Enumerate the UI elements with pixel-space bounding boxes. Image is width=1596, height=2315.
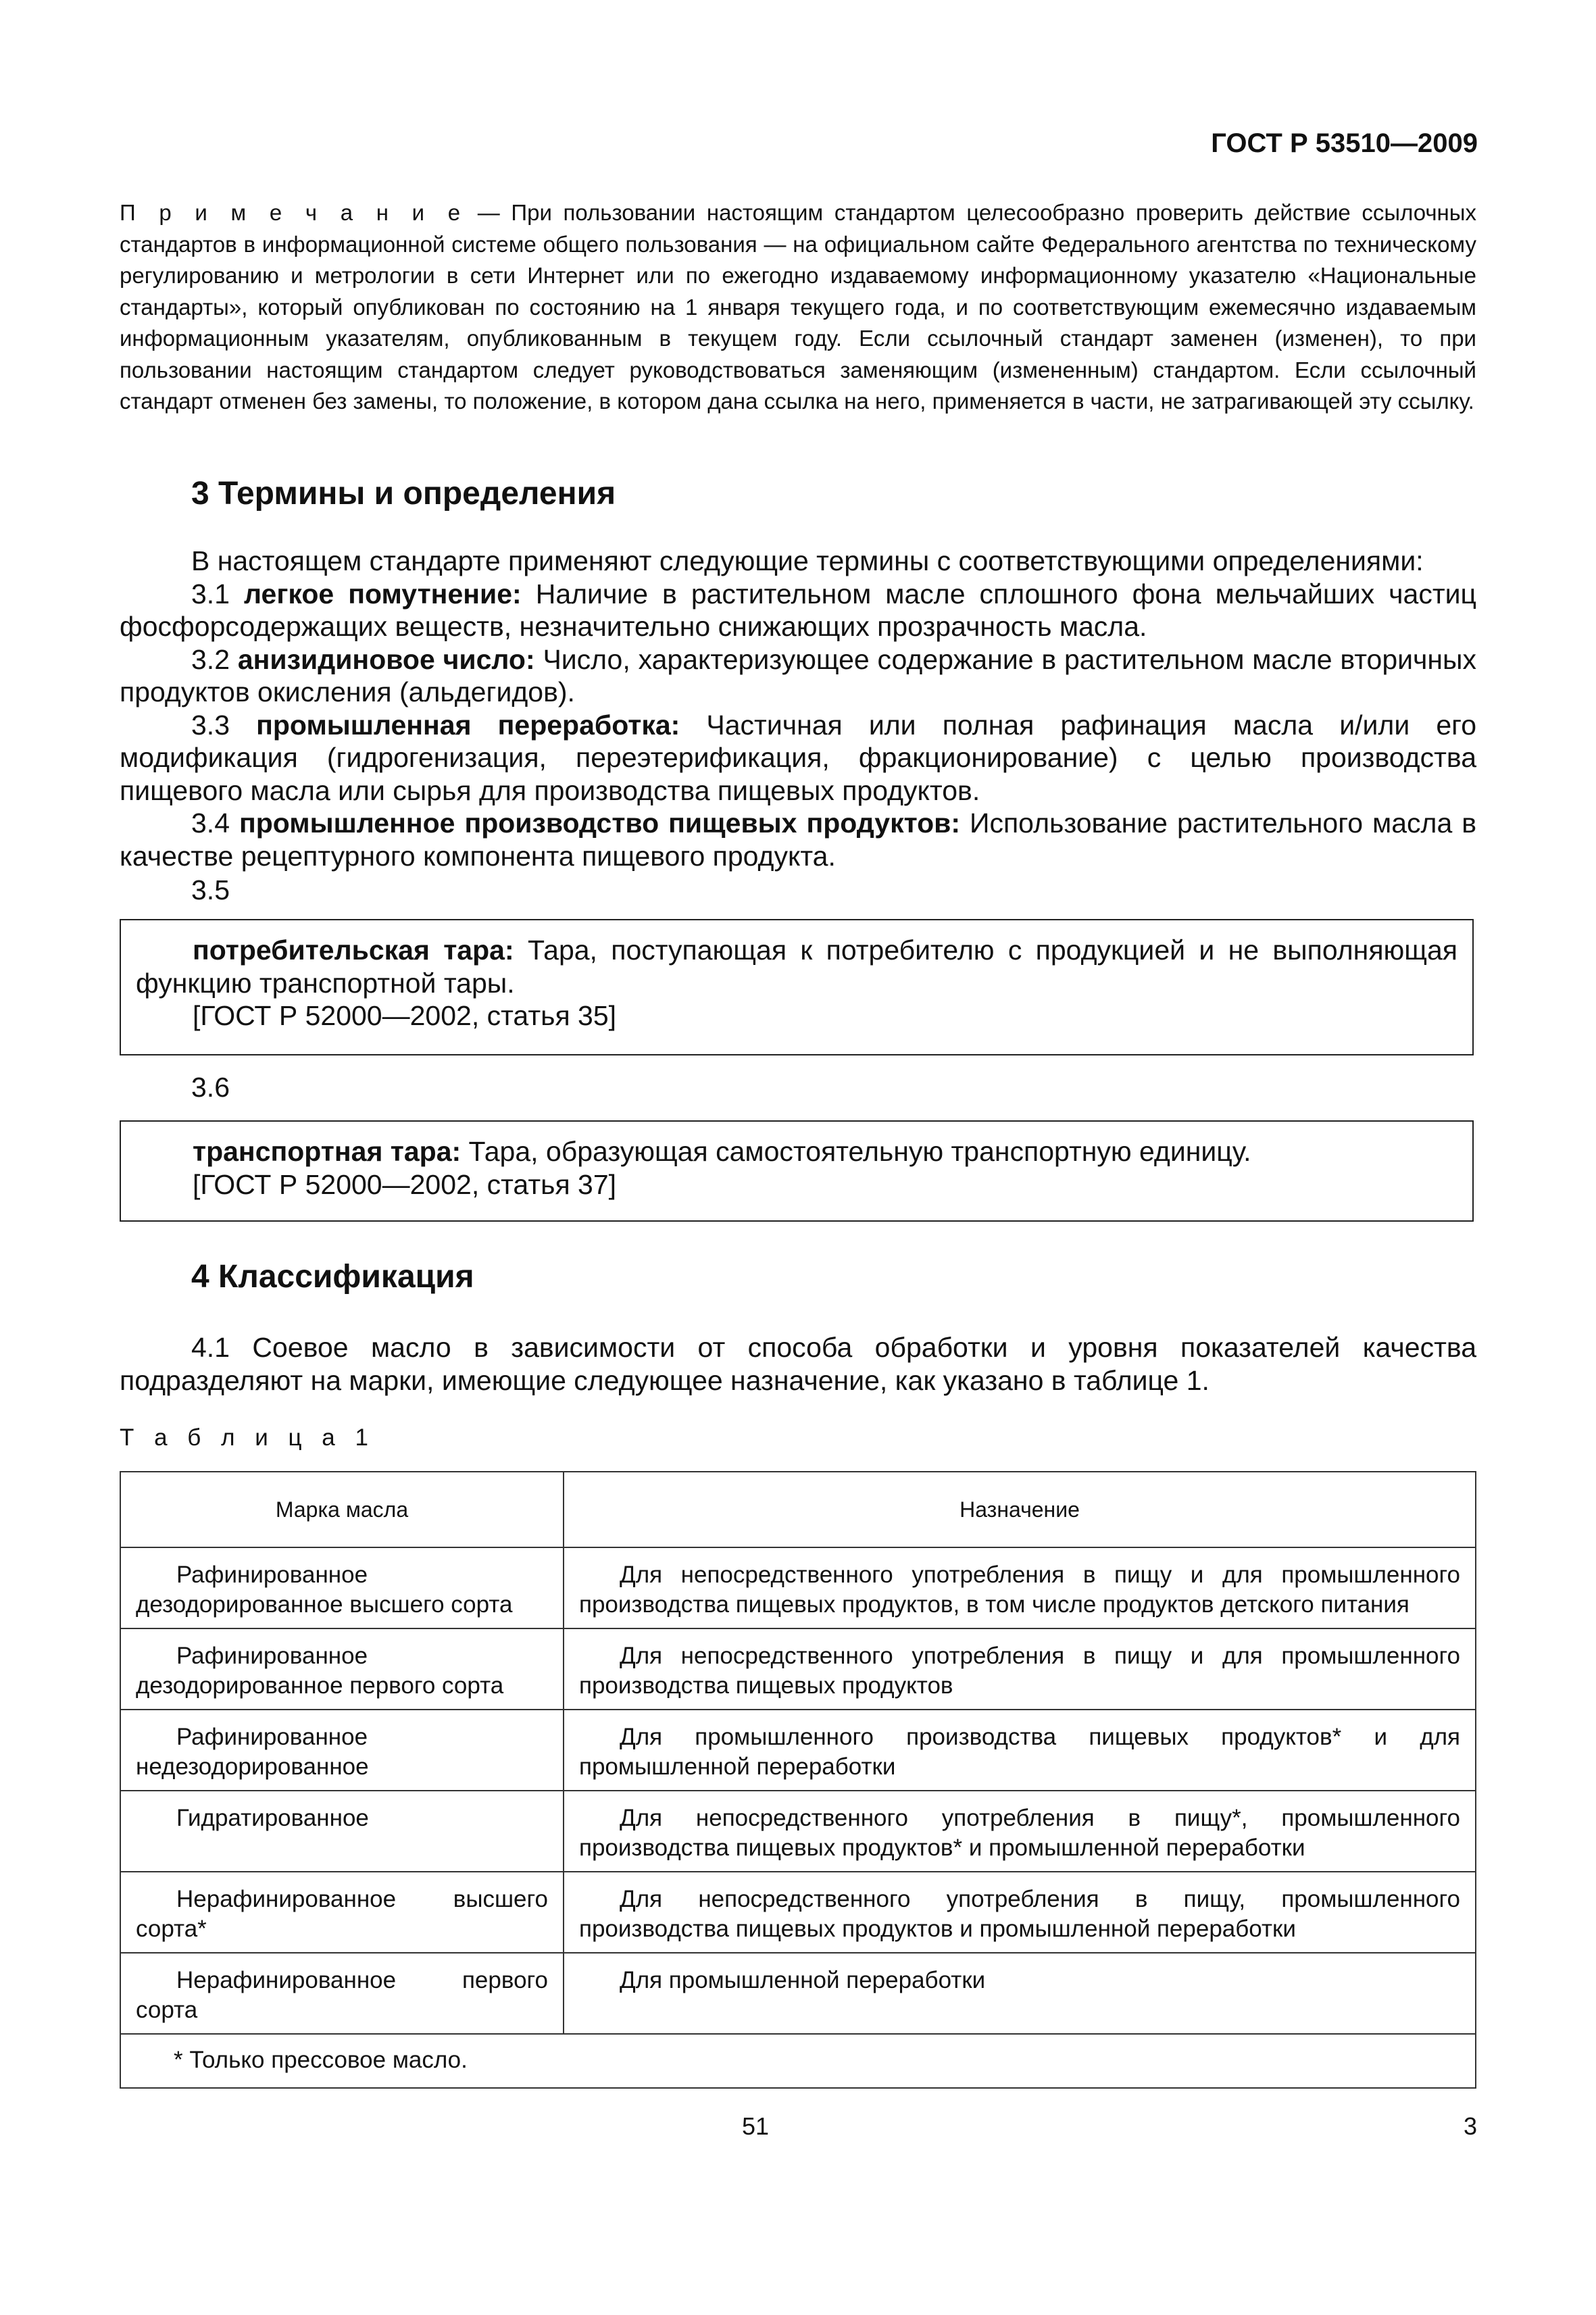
term-3-5-box: [120, 919, 1474, 1055]
table-row: [120, 1628, 1476, 1710]
purpose-cell: Для непосредственного употребления в пищу и для промышленного производства пищевых продуктов: [564, 1628, 1476, 1710]
section-4-heading: 4 Классификация: [191, 1259, 474, 1295]
term-3-2: 3.2 анизидиновое число: Число, характеризующее содержание в растительном масле вторичных продуктов окисления (альдегидов).: [120, 643, 1477, 707]
term-3-1: 3.1 легкое помутнение: Наличие в растительном масле сплошного фона мельчайших частиц фосфорсодержащих веществ, незначительно снижающих прозрачность масла.: [120, 578, 1477, 642]
table-header-purpose: Назначение: [564, 1472, 1476, 1547]
note-text: — При пользовании настоящим стандартом целесообразно проверить действие ссылочных стандартов в информационной системе общего пользования — на официальном сайте Федерального агентства по техническому регулированию и метрологии в сети Интернет или по ежегодно издаваемому информационному указателю «Национальные стандарты», который опубликован по состоянию на 1 января текущего года, и по соответствующим ежемесячно издаваемым информационным указателям, опубликованным в текущем году. Если ссылочный стандарт заменен (изменен), то при пользовании настоящим стандартом следует руководствоваться заменяющим (измененным) стандартом. Если ссылочный стандарт отменен без замены, то положение, в котором дана ссылка на него, применяется в части, не затрагивающей эту ссылку.: [120, 200, 1476, 414]
grade-cell: Рафинированное дезодорированное высшего сорта: [120, 1547, 564, 1628]
paragraph-4-1: 4.1 Соевое масло в зависимости от способа обработки и уровня показателей качества подразделяют на марки, имеющие следующее назначение, как указано в таблице 1.: [120, 1332, 1476, 1396]
term-3-6-box: [120, 1120, 1474, 1222]
reference-note: [120, 197, 1476, 418]
purpose-cell: Для непосредственного употребления в пищу, промышленного производства пищевых продуктов и промышленной переработки: [564, 1872, 1476, 1953]
table-row: [120, 1791, 1476, 1872]
note-label: П р и м е ч а н и е: [120, 200, 467, 225]
section-3-body: [120, 545, 1476, 872]
term-3-6-number: 3.6: [191, 1072, 230, 1103]
section-3-intro: В настоящем стандарте применяют следующие термины с соответствующими определениями:: [191, 545, 1424, 576]
purpose-cell: Для промышленной переработки: [564, 1953, 1476, 2034]
term-3-4: 3.4 промышленное производство пищевых продуктов: Использование растительного масла в качестве рецептурного компонента пищевого продукта.: [120, 807, 1476, 872]
table-footnote: * Только прессовое масло.: [120, 2034, 1476, 2088]
table-row: [120, 1547, 1476, 1628]
term-3-6-text: транспортная тара: Тара, образующая самостоятельную транспортную единицу.: [193, 1136, 1251, 1167]
table-header-row: [120, 1472, 1476, 1547]
term-3-5-reference: [ГОСТ Р 52000—2002, статья 35]: [193, 1000, 617, 1031]
term-3-6-reference: [ГОСТ Р 52000—2002, статья 37]: [193, 1168, 617, 1200]
grade-table: [120, 1471, 1476, 2089]
term-3-5-text: потребительская тара: Тара, поступающая к потребителю с продукцией и не выполняющая функцию транспортной тары.: [136, 935, 1458, 999]
page-number-center: 51: [742, 2112, 770, 2140]
section-3-heading: 3 Термины и определения: [191, 476, 616, 512]
section-4-body: [120, 1331, 1476, 1397]
term-3-5-number: 3.5: [191, 874, 230, 905]
term-3-3: 3.3 промышленная переработка: Частичная или полная рафинация масла и/или его модификация (гидрогенизация, переэтерификация, фракционирование) с целью производства пищевого масла или сырья для производства пищевых продуктов.: [120, 709, 1476, 806]
table-row: [120, 1872, 1476, 1953]
purpose-cell: Для непосредственного употребления в пищу и для промышленного производства пищевых продуктов, в том числе продуктов детского питания: [564, 1547, 1476, 1628]
page-number-right: 3: [1463, 2112, 1477, 2140]
table-header-grade: Марка масла: [120, 1472, 564, 1547]
grade-cell: Гидратированное: [120, 1791, 564, 1872]
grade-cell: Нерафинированное первого сорта: [120, 1953, 564, 2034]
grade-cell: Рафинированное дезодорированное первого сорта: [120, 1628, 564, 1710]
table-footnote-row: [120, 2034, 1476, 2088]
table-row: [120, 1953, 1476, 2034]
table-row: [120, 1710, 1476, 1791]
grade-cell: Рафинированное недезодорированное: [120, 1710, 564, 1791]
purpose-cell: Для промышленного производства пищевых продуктов* и для промышленной переработки: [564, 1710, 1476, 1791]
document-code: ГОСТ Р 53510—2009: [1211, 128, 1478, 158]
table-caption: Т а б л и ц а 1: [120, 1424, 375, 1451]
purpose-cell: Для непосредственного употребления в пищу*, промышленного производства пищевых продуктов* и промышленной переработки: [564, 1791, 1476, 1872]
grade-cell: Нерафинированное высшего сорта*: [120, 1872, 564, 1953]
